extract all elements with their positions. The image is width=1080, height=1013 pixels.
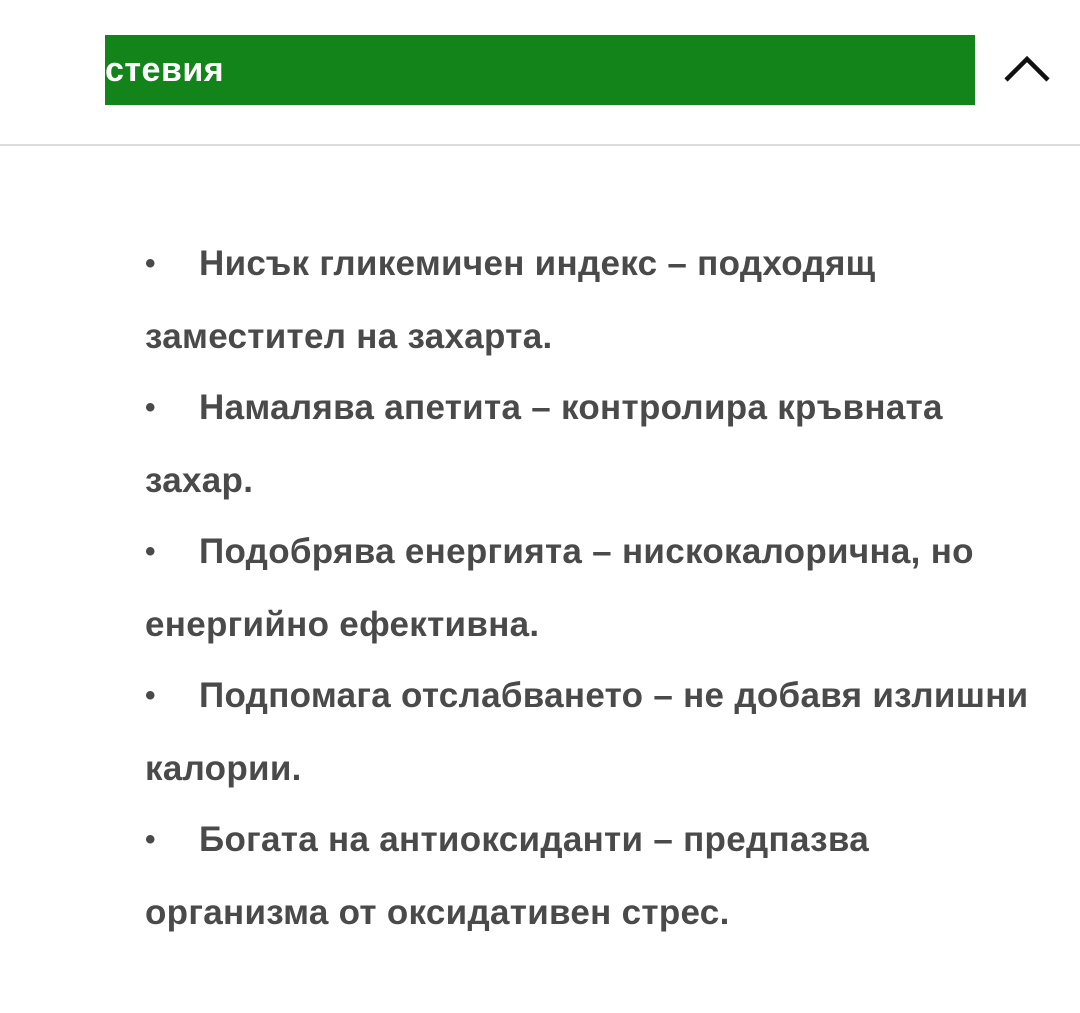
chevron-up-icon (1002, 52, 1052, 84)
bullet: • (145, 247, 156, 280)
list-item (145, 372, 1045, 516)
bullet: • (145, 679, 156, 712)
section-title: стевия (105, 50, 225, 89)
list-item-text: Нисък гликемичен индекс – подходящ заместител на захарта. (145, 244, 876, 356)
benefits-list (145, 228, 1045, 948)
collapse-toggle-button[interactable] (1000, 48, 1054, 88)
list-item-text: Подпомага отслабването – не добавя излишни калории. (145, 676, 1029, 788)
bullet: • (145, 823, 156, 856)
list-item-text: Подобрява енергията – нискокалорична, но енергийно ефективна. (145, 532, 974, 644)
list-item-text: Богата на антиоксиданти – предпазва организма от оксидативен стрес. (145, 820, 869, 932)
bullet: • (145, 535, 156, 568)
list-item (145, 228, 1045, 372)
bullet: • (145, 391, 156, 424)
list-item (145, 804, 1045, 948)
list-item (145, 516, 1045, 660)
list-item-text: Намалява апетита – контролира кръвната захар. (145, 388, 943, 500)
list-item (145, 660, 1045, 804)
accordion-header[interactable] (0, 0, 1080, 146)
section-title-bar[interactable] (105, 35, 975, 105)
